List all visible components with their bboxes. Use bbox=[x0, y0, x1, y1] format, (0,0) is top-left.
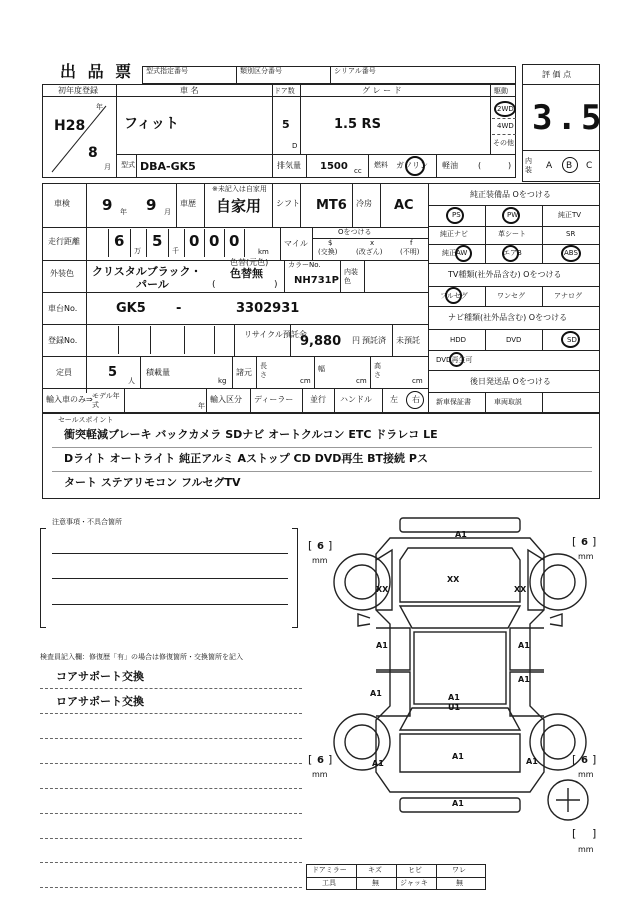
length-unit: cm bbox=[300, 377, 311, 385]
recycle-deposited: 預託済 bbox=[362, 336, 386, 345]
dvd-play: DVD再生可 bbox=[436, 356, 473, 364]
car-name-label: 車 名 bbox=[180, 86, 199, 95]
color-change-label: 色替(元色) bbox=[230, 258, 269, 267]
mark-right-quarter: A1 bbox=[526, 757, 538, 766]
sales-line-1: 衝突軽減ブレーキ バックカメラ SDナビ オートクルコン ETC ドラレコ LE bbox=[64, 428, 438, 441]
inspector-label: 検査員記入欄：修復歴「有」の場合は修復箇所・交換箇所を記入 bbox=[40, 653, 243, 661]
mark-front-bumper: A1 bbox=[455, 530, 467, 539]
tv-title: TV種類(社外品含む) Oをつける bbox=[448, 270, 562, 279]
mileage-digit-3: 0 bbox=[189, 232, 200, 250]
tire-spare-bracket-close: ] bbox=[592, 827, 597, 840]
height-unit: cm bbox=[412, 377, 423, 385]
color-line2: パール bbox=[136, 278, 169, 291]
fuel-gasoline: ガソリン bbox=[396, 161, 428, 170]
meter-swap-mark: $ bbox=[328, 239, 333, 247]
sales-points-label: セールスポイント bbox=[58, 416, 114, 424]
tire-fr-bracket-close: ] bbox=[592, 535, 597, 548]
capacity-unit: 人 bbox=[128, 377, 135, 385]
width-unit: cm bbox=[356, 377, 367, 385]
recycle-label: リサイクル預託金 bbox=[244, 330, 307, 339]
chassis-label: 車台No. bbox=[48, 304, 78, 313]
ac-label: 冷房 bbox=[356, 199, 372, 208]
doors-label: ドア数 bbox=[274, 87, 295, 95]
inspection-month: 9 bbox=[146, 196, 157, 214]
opt-abs: ABS bbox=[564, 249, 578, 257]
nav-sd: SD bbox=[567, 336, 577, 344]
page-title: 出 品 票 bbox=[60, 62, 135, 81]
mark-roof: A1 bbox=[448, 693, 460, 702]
nav-dvd: DVD bbox=[506, 336, 522, 344]
model-value: DBA-GK5 bbox=[140, 160, 196, 173]
length-label: 長さ bbox=[260, 362, 267, 379]
tire-rl-unit: mm bbox=[312, 770, 328, 779]
interior-a: A bbox=[546, 161, 553, 171]
color-change-open: ( bbox=[212, 280, 216, 290]
mark-left-quarter: A1 bbox=[372, 759, 384, 768]
tire-fl-depth: 6 bbox=[317, 541, 324, 552]
bt-r2-c3: ジャッキ bbox=[400, 879, 428, 887]
inspection-year-suffix: 年 bbox=[120, 208, 127, 216]
import-type-label: 輸入区分 bbox=[210, 395, 242, 404]
meter-tamper: (改ざん) bbox=[356, 248, 383, 256]
color-change-close: ) bbox=[274, 280, 278, 290]
shift-value: MT6 bbox=[316, 198, 347, 213]
color-line1: クリスタルブラック・ bbox=[92, 265, 202, 278]
type-designation-label: 型式指定番号 bbox=[146, 67, 188, 75]
tire-spare-unit: mm bbox=[578, 845, 594, 854]
handle-right: 右 bbox=[412, 395, 420, 404]
doors-value: 5 bbox=[282, 118, 290, 131]
fuel-circle bbox=[405, 156, 425, 176]
genuine-title: 純正装備品 Oをつける bbox=[470, 190, 551, 199]
interior-color-label: 内装色 bbox=[344, 268, 358, 285]
opt-leather: 革シート bbox=[498, 230, 526, 238]
mile-label: マイル bbox=[284, 239, 308, 248]
first-reg-year: H28 bbox=[54, 118, 86, 134]
mileage-digit-2: 5 bbox=[152, 232, 163, 250]
drive-other: その他 bbox=[493, 139, 514, 147]
year-suffix: 年 bbox=[96, 103, 103, 111]
bt-r1-c2: キズ bbox=[368, 866, 382, 874]
notes-bracket-right bbox=[292, 528, 298, 628]
width-label: 幅 bbox=[318, 365, 325, 373]
sales-line-2: Dライト オートライト 純正アルミ Aストップ CD DVD再生 BT接続 Pス bbox=[64, 452, 428, 465]
load-label: 積載量 bbox=[146, 368, 170, 377]
mileage-sen: 千 bbox=[172, 247, 179, 255]
mark-right-rear-door: A1 bbox=[518, 675, 530, 684]
drive-label: 駆動 bbox=[494, 87, 508, 95]
grade-label: グ レ ー ド bbox=[362, 86, 402, 95]
tire-fl-bracket-close: ] bbox=[328, 539, 333, 552]
nav-sd-circle bbox=[561, 331, 580, 348]
interior-label: 内装 bbox=[525, 157, 532, 174]
opt-airbag-circle bbox=[502, 245, 519, 262]
sales-line-3: タート ステアリモコン フルセグTV bbox=[64, 476, 241, 489]
mileage-digit-5: 0 bbox=[229, 232, 240, 250]
inspection-label: 車検 bbox=[54, 199, 70, 208]
later-warranty: 新車保証書 bbox=[436, 398, 471, 406]
displacement-label: 排気量 bbox=[277, 161, 301, 170]
color-no-value: NH731P bbox=[294, 275, 339, 286]
opt-aw-circle bbox=[455, 245, 472, 262]
interior-b: B bbox=[566, 161, 573, 171]
tv-fullseg: フルセグ bbox=[440, 292, 468, 300]
note-entry-2: ロアサポート交換 bbox=[56, 695, 144, 708]
drive-2wd: 2WD bbox=[497, 105, 514, 113]
tire-rl-bracket-close: ] bbox=[328, 753, 333, 766]
history-label: 車歴 bbox=[180, 199, 196, 208]
tire-fr-depth: 6 bbox=[581, 537, 588, 548]
mark-right-front-door: A1 bbox=[518, 641, 530, 650]
nav-title: ナビ種類(社外品含む) Oをつける bbox=[448, 313, 568, 322]
bt-r2-c2: 無 bbox=[372, 879, 379, 887]
front-right-wheel bbox=[530, 554, 586, 610]
notes-bracket-left bbox=[40, 528, 46, 628]
tire-rr-unit: mm bbox=[578, 770, 594, 779]
dims-label: 諸元 bbox=[236, 368, 252, 377]
fuel-other-open: ( bbox=[478, 161, 482, 170]
tv-fullseg-circle bbox=[445, 287, 462, 304]
car-name: フィット bbox=[124, 116, 179, 132]
later-manual: 車両取説 bbox=[494, 398, 522, 406]
chassis-prefix: GK5 bbox=[116, 301, 146, 316]
mark-trunk: A1 bbox=[452, 752, 464, 761]
bt-r2-c4: 無 bbox=[456, 879, 463, 887]
mark-left-rear-door: A1 bbox=[370, 689, 382, 698]
mark-hood: XX bbox=[447, 575, 460, 584]
first-reg-label: 初年度登録 bbox=[58, 86, 98, 95]
opt-abs-circle bbox=[561, 245, 581, 262]
capacity-value: 5 bbox=[108, 365, 118, 380]
front-left-wheel bbox=[334, 554, 390, 610]
history-value: 自家用 bbox=[216, 197, 262, 215]
import-dealer: ディーラー bbox=[254, 395, 294, 404]
fuel-label: 燃料 bbox=[374, 161, 388, 169]
tire-rr-bracket-close: ] bbox=[592, 753, 597, 766]
drive-4wd: 4WD bbox=[497, 122, 514, 130]
meter-swap: (交換) bbox=[318, 248, 338, 256]
load-unit: kg bbox=[218, 377, 227, 385]
category-label: 類別区分番号 bbox=[240, 67, 282, 75]
color-no-label: カラーNo. bbox=[288, 261, 321, 269]
serial-label: シリアル番号 bbox=[334, 67, 376, 75]
color-change-value: 色替無 bbox=[230, 267, 263, 280]
rating-value: 3.5 bbox=[532, 98, 606, 138]
nav-hdd: HDD bbox=[450, 336, 467, 344]
chassis-sep: - bbox=[176, 301, 182, 316]
reg-no-label: 登録No. bbox=[48, 336, 78, 345]
bt-r2-c1: 工具 bbox=[322, 879, 336, 887]
mileage-digit-4: 0 bbox=[209, 232, 220, 250]
tire-rr-depth: 6 bbox=[581, 755, 588, 766]
handle-right-circle bbox=[406, 391, 424, 409]
opt-pw: PW bbox=[507, 211, 519, 219]
mark-roof-2: U1 bbox=[448, 703, 461, 712]
first-reg-month: 8 bbox=[88, 145, 98, 161]
displacement-unit: cc bbox=[354, 167, 362, 175]
height-label: 高さ bbox=[374, 362, 381, 379]
header-id-row bbox=[142, 66, 516, 84]
bt-r1-c1: ドアミラー bbox=[312, 866, 347, 874]
tire-fl-unit: mm bbox=[312, 556, 328, 565]
bt-r1-c3: ヒビ bbox=[408, 866, 422, 874]
opt-sr: SR bbox=[566, 230, 576, 238]
model-label: 型式 bbox=[121, 161, 135, 169]
mark-left-fender: XX bbox=[376, 585, 389, 594]
opt-tv: 純正TV bbox=[558, 211, 582, 219]
note-entry-1: コアサポート交換 bbox=[56, 670, 144, 683]
ac-value: AC bbox=[394, 198, 414, 213]
color-label: 外装色 bbox=[50, 269, 74, 278]
shift-label: シフト bbox=[276, 199, 300, 208]
meter-tamper-mark: x bbox=[370, 239, 375, 247]
mileage-man: 万 bbox=[134, 247, 141, 255]
opt-ps: PS bbox=[452, 211, 461, 219]
opt-nav: 純正ナビ bbox=[440, 230, 468, 238]
interior-circle bbox=[562, 157, 578, 173]
interior-c: C bbox=[586, 161, 593, 171]
tv-analog: アナログ bbox=[554, 292, 582, 300]
rating-label: 評 価 点 bbox=[542, 70, 572, 79]
later-title: 後日発送品 Oをつける bbox=[470, 377, 551, 386]
mileage-digit-1: 6 bbox=[114, 232, 125, 250]
inspection-year: 9 bbox=[102, 196, 113, 214]
import-parallel: 並行 bbox=[310, 395, 326, 404]
opt-ps-circle bbox=[446, 207, 464, 224]
opt-pw-circle bbox=[502, 207, 520, 224]
model-year-unit: 年 bbox=[198, 402, 205, 410]
fuel-diesel: 軽油 bbox=[442, 161, 458, 170]
tire-fl-bracket-open: [ bbox=[308, 539, 313, 552]
displacement-value: 1500 bbox=[320, 161, 348, 172]
opt-aw: 純正AW bbox=[442, 249, 468, 257]
mark-right-fender: XX bbox=[514, 585, 527, 594]
mark-left-front-door: A1 bbox=[376, 641, 388, 650]
rear-right-wheel bbox=[530, 714, 586, 770]
handle-label: ハンドル bbox=[340, 395, 372, 404]
tire-rr-bracket-open: [ bbox=[572, 753, 577, 766]
inspection-month-suffix: 月 bbox=[164, 208, 171, 216]
tire-rl-depth: 6 bbox=[317, 755, 324, 766]
recycle-unit: 円 bbox=[352, 336, 360, 345]
meter-unknown-mark: f bbox=[410, 239, 413, 247]
fuel-other-close: ) bbox=[508, 161, 512, 170]
history-note: ※未記入は自家用 bbox=[212, 185, 267, 193]
doors-suffix: D bbox=[292, 142, 298, 150]
notes-label: 注意事項・不具合箇所 bbox=[52, 518, 122, 526]
capacity-label: 定員 bbox=[56, 368, 72, 377]
recycle-not: 未預託 bbox=[396, 336, 420, 345]
meter-unknown: (不明) bbox=[400, 248, 420, 256]
meter-circle-note: Oをつける bbox=[338, 228, 372, 236]
chassis-number: 3302931 bbox=[236, 301, 300, 316]
recycle-value: 9,880 bbox=[300, 334, 342, 349]
tire-rl-bracket-open: [ bbox=[308, 753, 313, 766]
tv-oneseg: ワンセグ bbox=[497, 292, 525, 300]
handle-left: 左 bbox=[390, 395, 398, 404]
opt-airbag: エアB bbox=[503, 249, 522, 257]
bt-r1-c4: ワレ bbox=[452, 866, 466, 874]
import-label: 輸入車のみ⇒ bbox=[46, 395, 93, 404]
grade-value: 1.5 RS bbox=[334, 117, 381, 132]
tire-spare-bracket-open: [ bbox=[572, 827, 577, 840]
model-year-label: モデル年式 bbox=[92, 392, 120, 409]
mark-rear-bumper: A1 bbox=[452, 799, 464, 808]
tire-fr-unit: mm bbox=[578, 552, 594, 561]
mileage-unit: km bbox=[258, 248, 269, 256]
dvd-play-circle bbox=[449, 352, 464, 367]
month-suffix: 月 bbox=[104, 163, 111, 171]
mileage-label: 走行距離 bbox=[48, 237, 80, 246]
tire-fr-bracket-open: [ bbox=[572, 535, 577, 548]
